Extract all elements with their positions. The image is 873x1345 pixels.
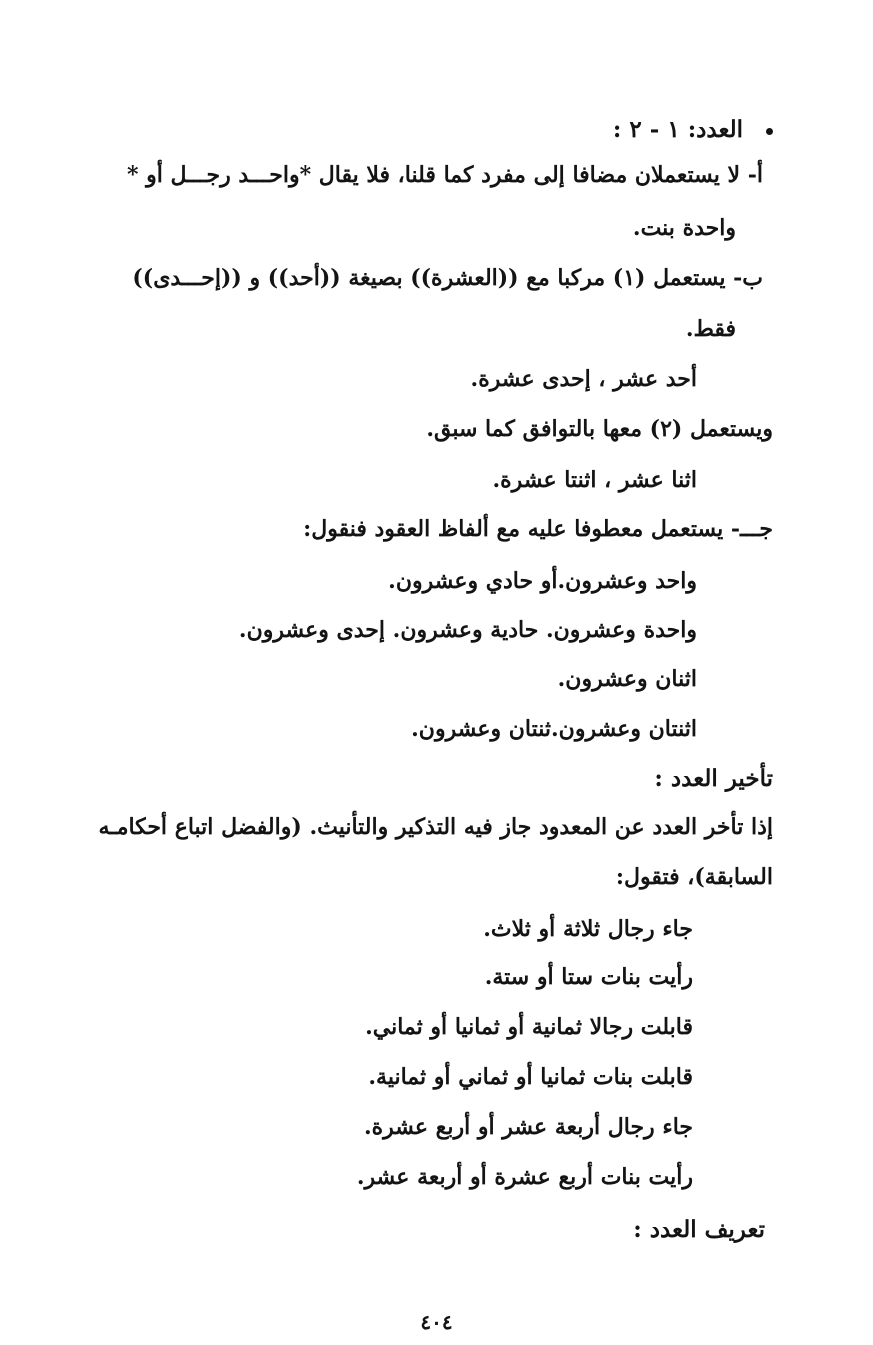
- paragraph-delay-line-2: السابقة)، فتقول:: [615, 864, 773, 890]
- heading-number-definition: تعريف العدد :: [633, 1216, 765, 1243]
- rule-c-line-1: جـــ- يستعمل معطوفا عليه مع ألفاظ العقود فنقول:: [303, 516, 773, 542]
- section-heading-numbers-1-2: العدد: ١ - ٢ :: [612, 116, 743, 143]
- example-delay-6: رأيت بنات أربع عشرة أو أربعة عشر.: [356, 1164, 693, 1190]
- rule-b-line-3: ويستعمل (٢) معها بالتوافق كما سبق.: [426, 416, 773, 442]
- example-c-3: اثنان وعشرون.: [557, 666, 697, 692]
- example-delay-1: جاء رجال ثلاثة أو ثلاث.: [483, 916, 693, 942]
- rule-a-line-2: واحدة بنت.: [632, 215, 736, 241]
- paragraph-delay-line-1: إذا تأخر العدد عن المعدود جاز فيه التذكير والتأنيث. (والفضل اتباع أحكامـه: [98, 814, 773, 840]
- page-number: ٤٠٤: [420, 1310, 453, 1334]
- example-c-2: واحدة وعشرون. حادية وعشرون. إحدى وعشرون.: [238, 617, 697, 643]
- example-c-4: اثنتان وعشرون.ثنتان وعشرون.: [411, 716, 697, 742]
- example-b-2: اثنا عشر ، اثنتا عشرة.: [492, 467, 697, 493]
- rule-b-line-1: ب- يستعمل (١) مركبا مع ((العشرة)) بصيغة ((أحد)) و ((إحـــدى)): [132, 265, 763, 291]
- heading-number-delay: تأخير العدد :: [654, 765, 773, 792]
- example-delay-3: قابلت رجالا ثمانية أو ثمانيا أو ثماني.: [365, 1014, 693, 1040]
- example-b-1: أحد عشر ، إحدى عشرة.: [470, 366, 697, 392]
- example-delay-2: رأيت بنات ستا أو ستة.: [484, 964, 693, 990]
- rule-b-line-2: فقط.: [685, 316, 736, 342]
- example-c-1: واحد وعشرون.أو حادي وعشرون.: [388, 568, 697, 594]
- rule-a-line-1: أ- لا يستعملان مضافا إلى مفرد كما قلنا، فلا يقال *واحـــد رجـــل أو *: [126, 162, 763, 188]
- example-delay-4: قابلت بنات ثمانيا أو ثماني أو ثمانية.: [368, 1064, 693, 1090]
- bullet-icon: [766, 128, 773, 135]
- example-delay-5: جاء رجال أربعة عشر أو أربع عشرة.: [363, 1114, 693, 1140]
